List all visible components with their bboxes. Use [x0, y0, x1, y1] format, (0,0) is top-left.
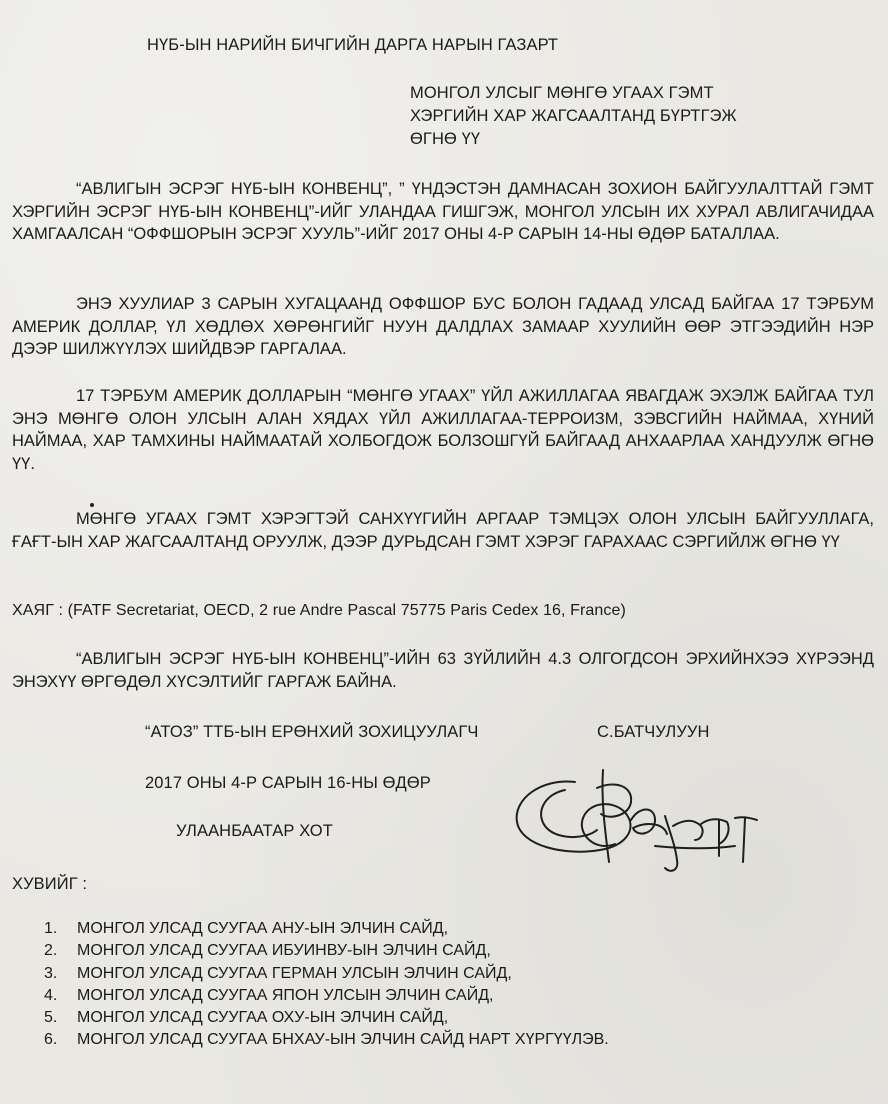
paragraph-2-text: ЭНЭ ХУУЛИАР 3 САРЫН ХУГАЦААНД ОФФШОР БУС БОЛОН ГАДААД УЛСАД БАЙГАА 17 ТЭРБУМ АМЕРИК ДОЛЛАР, ҮЛ ХӨДЛӨХ ХӨРӨНГИЙГ НУУН ДАЛДЛАХ ЗАМААР ХУУЛИЙН ӨӨР ЭТГЭЭДИЙН НЭР ДЭЭР ШИЛЖҮҮЛЭХ ШИЙДВЭР ГАРГАЛАА.	[12, 295, 874, 358]
list-item	[44, 918, 609, 940]
subject-line-2: ХЭРГИЙН ХАР ЖАГСААЛТАНД БҮРТГЭЖ	[410, 107, 737, 125]
paragraph-3	[12, 385, 874, 475]
list-number: 1.	[44, 920, 58, 937]
paragraph-2	[12, 293, 874, 361]
recipient-text: МОНГОЛ УЛСАД СУУГАА АНУ-ЫН ЭЛЧИН САЙД,	[77, 920, 449, 937]
paragraph-1-text: “АВЛИГЫН ЭСРЭГ НҮБ-ЫН КОНВЕНЦ”, ” ҮНДЭСТЭН ДАМНАСАН ЗОХИОН БАЙГУУЛАЛТТАЙ ГЭМТ ХЭРГИЙН ЭСРЭГ НҮБ-ЫН КОНВЕНЦ”-ИЙГ УЛАНДАА ГИШГЭЖ, МОНГОЛ УЛСЫН ИХ ХУРАЛ АВЛИГАЧИДАА ХАМГААЛСАН “ОФФШОРЫН ЭСРЭГ ХУУЛЬ”-ИЙГ 2017 ОНЫ 4-Р САРЫН 14-НЫ ӨДӨР БАТАЛЛАА.	[12, 180, 874, 243]
recipient-list	[44, 918, 609, 1052]
paragraph-1	[12, 178, 874, 246]
list-item	[44, 963, 609, 985]
copies-label: ХУВИЙГ :	[12, 875, 88, 893]
handwritten-signature	[505, 760, 775, 880]
recipient-text: МОНГОЛ УЛСАД СУУГАА ОХУ-ЫН ЭЛЧИН САЙД,	[77, 1009, 449, 1027]
recipient-text: МОНГОЛ УЛСАД СУУГАА ЯПОН УЛСЫН ЭЛЧИН САЙД,	[77, 986, 494, 1004]
list-number: 4.	[44, 986, 58, 1004]
list-item	[44, 1029, 609, 1051]
signing-date: 2017 ОНЫ 4-Р САРЫН 16-НЫ ӨДӨР	[145, 774, 431, 792]
list-item	[44, 1007, 609, 1029]
recipient-text: МОНГОЛ УЛСАД СУУГАА ИБУИНВУ-ЫН ЭЛЧИН САЙД,	[77, 942, 491, 960]
list-number: 6.	[44, 1031, 58, 1049]
paragraph-4-text: МӨНГӨ УГААХ ГЭМТ ХЭРЭГТЭЙ САНХҮҮГИЙН АРГААР ТЭМЦЭХ ОЛОН УЛСЫН БАЙГУУЛЛАГА, ҒАҒТ-ЫН ХАР ЖАГСААЛТАНД ОРУУЛЖ, ДЭЭР ДУРЬДСАН ГЭМТ ХЭРЭГ ГАРАХААС СЭРГИЙЛЖ ӨГНӨ ҮҮ	[12, 510, 874, 551]
addressee: НҮБ-ЫН НАРИЙН БИЧГИЙН ДАРГА НАРЫН ГАЗАРТ	[147, 36, 559, 54]
subject-line-3: ӨГНӨ ҮҮ	[410, 130, 481, 148]
list-number: 2.	[44, 942, 58, 960]
closing-paragraph	[12, 648, 874, 693]
paragraph-3-text: 17 ТЭРБУМ АМЕРИК ДОЛЛАРЫН “МӨНГӨ УГААХ” ҮЙЛ АЖИЛЛАГАА ЯВАГДАЖ ЭХЭЛЖ БАЙГАА ТУЛ ЭНЭ МӨНГӨ ОЛОН УЛСЫН АЛАН ХЯДАХ ҮЙЛ АЖИЛЛАГАА-ТЕРРОИЗМ, ЗЭВСГИЙН НАЙМАА, ХҮНИЙ НАЙМАА, ХАР ТАМХИНЫ НАЙМААТАЙ ХОЛБОГДОЖ БОЛЗОШГҮЙ БАЙГААД АНХААРЛАА ХАНДУУЛЖ ӨГНӨ ҮҮ.	[12, 387, 874, 473]
subject-line-1: МОНГОЛ УЛСЫГ МӨНГӨ УГААХ ГЭМТ	[410, 84, 714, 102]
closing-paragraph-text: “АВЛИГЫН ЭСРЭГ НҮБ-ЫН КОНВЕНЦ”-ИЙН 63 ЗҮЙЛИЙН 4.3 ОЛГОГДСОН ЭРХИЙНХЭЭ ХҮРЭЭНД ЭНЭХҮҮ ӨРГӨДӨЛ ХҮСЭЛТИЙГ ГАРГАЖ БАЙНА.	[12, 650, 874, 691]
list-item	[44, 940, 609, 962]
signer-title: “АТОЗ” ТТБ-ЫН ЕРӨНХИЙ ЗОХИЦУУЛАГЧ	[145, 723, 479, 741]
paragraph-4	[12, 508, 874, 553]
signing-city: УЛААНБААТАР ХОТ	[176, 822, 333, 840]
address-line: ХАЯГ : (FATF Secretariat, OECD, 2 rue Andre Pascal 75775 Paris Cedex 16, France)	[12, 602, 626, 619]
ink-speck	[90, 503, 94, 507]
recipient-text: МОНГОЛ УЛСАД СУУГАА ГЕРМАН УЛСЫН ЭЛЧИН САЙД,	[77, 964, 512, 982]
list-number: 5.	[44, 1009, 58, 1027]
list-item	[44, 985, 609, 1007]
recipient-text: МОНГОЛ УЛСАД СУУГАА БНХАУ-ЫН ЭЛЧИН САЙД НАРТ ХҮРГҮҮЛЭВ.	[77, 1031, 609, 1049]
list-number: 3.	[44, 964, 58, 982]
signer-name: С.БАТЧУЛУУН	[597, 723, 710, 741]
